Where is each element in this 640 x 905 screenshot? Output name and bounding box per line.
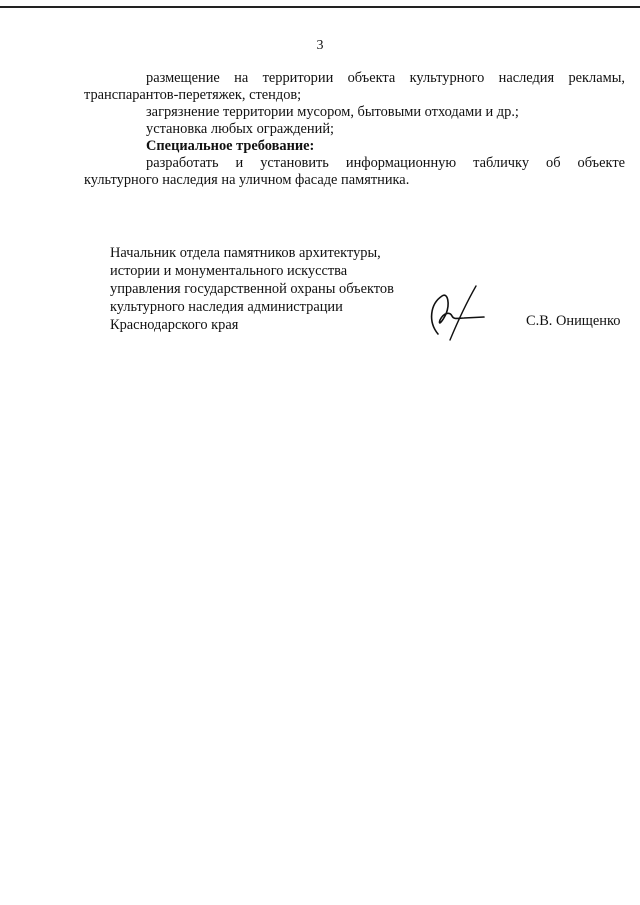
restrictions-text — [84, 70, 625, 189]
signatory-title-line: Начальник отдела памятников архитектуры, — [110, 245, 381, 261]
paragraph-info-plate-cont: культурного наследия на уличном фасаде памятника. — [84, 172, 410, 188]
signatory-title — [110, 244, 410, 334]
paragraph-advertising: размещение на территории объекта культурного наследия рекламы, — [146, 70, 625, 86]
signer-name: С.В. Онищенко — [526, 313, 621, 329]
paragraph-advertising-cont: транспарантов-перетяжек, стендов; — [84, 87, 302, 103]
signatory-title-line: культурного наследия администрации — [110, 299, 343, 315]
signatory-title-line: истории и монументального искусства — [110, 263, 348, 279]
special-requirement-heading: Специальное требование: — [146, 138, 315, 154]
paragraph-fencing: установка любых ограждений; — [146, 121, 335, 137]
paragraph-pollution: загрязнение территории мусором, бытовыми отходами и др.; — [146, 104, 519, 120]
signatory-title-line: Краснодарского края — [110, 317, 239, 333]
paragraph-info-plate: разработать и установить информационную табличку об объекте — [146, 155, 625, 171]
handwritten-signature — [420, 282, 490, 342]
signatory-title-line: управления государственной охраны объектов — [110, 281, 394, 297]
page-number: 3 — [316, 38, 324, 53]
top-border-rule — [0, 6, 640, 8]
